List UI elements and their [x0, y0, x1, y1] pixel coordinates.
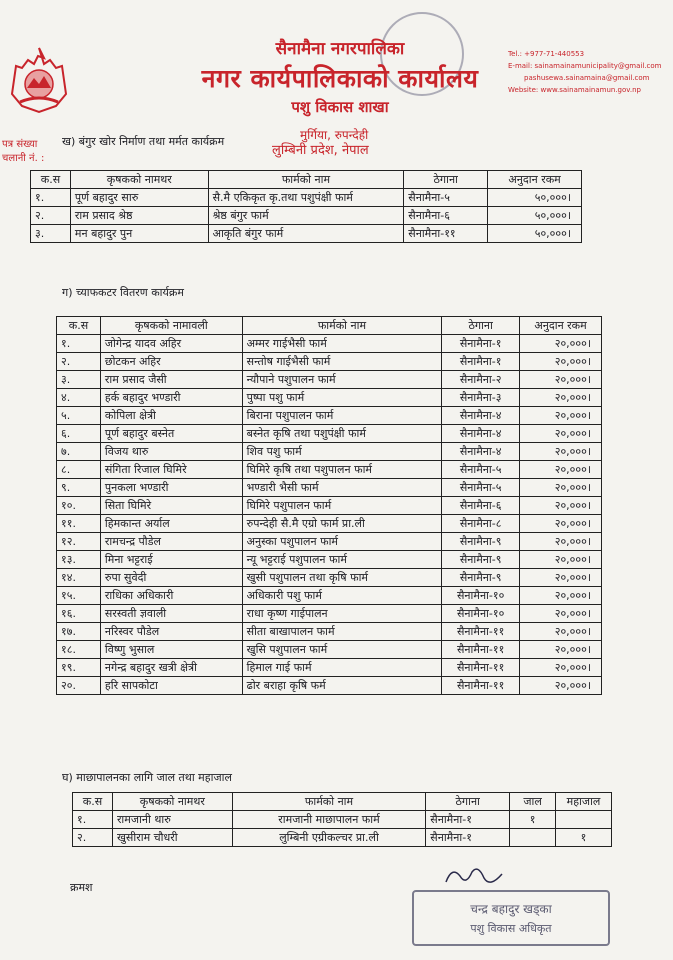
section-b-title: ख) बंगुर खोर निर्माण तथा मर्मत कार्यक्रम [62, 135, 225, 148]
continued-note: क्रमश [70, 881, 93, 894]
contact-email-2: pashusewa.sainamaina@gmail.com [524, 74, 650, 82]
table-cell: खुसीराम चौधरी [112, 829, 232, 847]
table-cell: ६. [57, 425, 101, 443]
table-row [73, 811, 612, 829]
table-cell: १. [73, 811, 113, 829]
section-g-col-header: फार्मको नाम [242, 317, 442, 335]
table-cell: कोपिला क्षेत्री [100, 407, 242, 425]
table-row [57, 641, 602, 659]
handwritten-signature [440, 862, 510, 892]
table-cell: १८. [57, 641, 101, 659]
branch-name: पशु विकास शाखा [291, 98, 389, 116]
table-cell: राम प्रसाद श्रेष्ठ [70, 207, 208, 225]
table-row [57, 677, 602, 695]
table-cell: ९. [57, 479, 101, 497]
table-row [57, 533, 602, 551]
table-cell: राधा कृष्ण गाईपालन [242, 605, 442, 623]
table-cell: सैनामैना-३ [442, 389, 520, 407]
section-g-col-header: ठेगाना [442, 317, 520, 335]
table-cell: १२. [57, 533, 101, 551]
table-cell: ढोर बराहा कृषि फर्म [242, 677, 442, 695]
table-cell: सैनामैना-४ [442, 425, 520, 443]
table-cell [556, 811, 612, 829]
table-cell: ८. [57, 461, 101, 479]
table-cell: पुनकला भण्डारी [100, 479, 242, 497]
table-row [57, 353, 602, 371]
table-cell: सैनामैना-९ [442, 569, 520, 587]
table-cell: ११. [57, 515, 101, 533]
table-cell: मिना भट्टराई [100, 551, 242, 569]
table-row [57, 479, 602, 497]
table-cell: सैनामैना-६ [442, 497, 520, 515]
table-cell: रामजानी माछापालन फार्म [232, 811, 426, 829]
table-cell: सन्तोष गाईभैसी फार्म [242, 353, 442, 371]
table-row [57, 335, 602, 353]
table-cell: सैनामैना-५ [442, 479, 520, 497]
table-cell: रामचन्द्र पौडेल [100, 533, 242, 551]
table-cell: हरि सापकोटा [100, 677, 242, 695]
table-cell: हिमाल गाई फार्म [242, 659, 442, 677]
stamp-officer-title: पशु विकास अधिकृत [470, 922, 552, 935]
table-cell: १५. [57, 587, 101, 605]
table-cell: सैनामैना-१ [442, 353, 520, 371]
table-cell: सैनामैना-११ [442, 659, 520, 677]
section-g-col-header: क.स [57, 317, 101, 335]
table-cell: बिराना पशुपालन फार्म [242, 407, 442, 425]
table-cell: सैनामैना-६ [404, 207, 488, 225]
table-cell: राधिका अधिकारी [100, 587, 242, 605]
table-cell: २०,०००। [520, 533, 602, 551]
office-name: नगर कार्यपालिकाको कार्यालय [201, 64, 479, 93]
table-row [57, 587, 602, 605]
contact-website: Website: www.sainamainamun.gov.np [508, 86, 641, 94]
table-cell: श्रेष्ठ बंगुर फार्म [208, 207, 404, 225]
table-cell: ५. [57, 407, 101, 425]
table-cell: खुसी पशुपालन तथा कृषि फार्म [242, 569, 442, 587]
table-cell: ५०,०००। [488, 225, 582, 243]
table-row [57, 443, 602, 461]
section-gh-title: घ) माछापालनका लागि जाल तथा महाजाल [62, 771, 232, 784]
table-cell: १०. [57, 497, 101, 515]
table-row [57, 569, 602, 587]
table-cell: अधिकारी पशु फार्म [242, 587, 442, 605]
table-cell: सैनामैना-५ [442, 461, 520, 479]
table-row [57, 497, 602, 515]
table-cell: २०,०००। [520, 569, 602, 587]
section-gh-col-header: जाल [510, 793, 556, 811]
table-row [57, 659, 602, 677]
table-cell: सैनामैना-११ [442, 623, 520, 641]
table-cell: २०,०००। [520, 353, 602, 371]
table-cell: १६. [57, 605, 101, 623]
table-row [31, 189, 582, 207]
table-cell: १. [31, 189, 71, 207]
table-cell: रामजानी थारु [112, 811, 232, 829]
table-cell: घिमिरे कृषि तथा पशुपालन फार्म [242, 461, 442, 479]
section-b-col-header: ठेगाना [404, 171, 488, 189]
table-cell: ३. [57, 371, 101, 389]
table-cell: २०,०००। [520, 479, 602, 497]
letterhead [160, 28, 520, 117]
contact-tel: Tel.: +977-71-440553 [508, 50, 585, 58]
section-gh-header-row [73, 793, 612, 811]
table-cell: २. [57, 353, 101, 371]
table-cell: सैनामैना-९ [442, 533, 520, 551]
table-cell: अम्मर गाईभैसी फार्म [242, 335, 442, 353]
section-gh-col-header: क.स [73, 793, 113, 811]
table-cell: १ [510, 811, 556, 829]
section-b-table [30, 170, 582, 243]
municipality-emblem-icon [8, 44, 70, 114]
table-cell: ७. [57, 443, 101, 461]
table-cell: पूर्ण बहादुर सारु [70, 189, 208, 207]
table-cell: सै.मै एकिकृत कृ.तथा पशुपंक्षी फार्म [208, 189, 404, 207]
table-cell: २०,०००। [520, 461, 602, 479]
table-cell: ५०,०००। [488, 207, 582, 225]
table-cell: ३. [31, 225, 71, 243]
section-gh-col-header: महाजाल [556, 793, 612, 811]
table-cell: २०,०००। [520, 335, 602, 353]
table-cell [510, 829, 556, 847]
table-cell: १९. [57, 659, 101, 677]
table-row [57, 389, 602, 407]
table-cell: सैनामैना-१० [442, 605, 520, 623]
table-cell: न्यौपाने पशुपालन फार्म [242, 371, 442, 389]
section-gh-col-header: ठेगाना [426, 793, 510, 811]
table-cell: ४. [57, 389, 101, 407]
table-cell: २०,०००। [520, 443, 602, 461]
table-cell: २०,०००। [520, 641, 602, 659]
table-cell: खुसि पशुपालन फार्म [242, 641, 442, 659]
table-cell: नगेन्द्र बहादुर खत्री क्षेत्री [100, 659, 242, 677]
table-cell: सैनामैना-८ [442, 515, 520, 533]
table-cell: हर्क बहादुर भण्डारी [100, 389, 242, 407]
table-cell: विष्णु भुसाल [100, 641, 242, 659]
table-cell: २०,०००। [520, 677, 602, 695]
table-cell: सैनामैना-५ [404, 189, 488, 207]
table-cell: हिमकान्त अर्याल [100, 515, 242, 533]
section-b-col-header: कृषकको नामथर [70, 171, 208, 189]
section-g-body [57, 335, 602, 695]
section-b-col-header: अनुदान रकम [488, 171, 582, 189]
table-row [57, 551, 602, 569]
table-cell: लुम्बिनी एग्रीकल्चर प्रा.ली [232, 829, 426, 847]
section-g-header-row [57, 317, 602, 335]
table-cell: १ [556, 829, 612, 847]
table-cell: सैनामैना-११ [442, 641, 520, 659]
table-cell: सैनामैना-४ [442, 407, 520, 425]
table-cell: २०,०००। [520, 659, 602, 677]
section-g-title: ग) च्याफकटर वितरण कार्यक्रम [62, 286, 184, 299]
table-cell: बस्नेत कृषि तथा पशुपंक्षी फार्म [242, 425, 442, 443]
table-cell: विजय थारु [100, 443, 242, 461]
section-g-col-header: कृषकको नामावली [100, 317, 242, 335]
table-cell: रुपन्देही सै.मै एग्रो फार्म प्रा.ली [242, 515, 442, 533]
table-cell: २. [31, 207, 71, 225]
section-b-col-header: क.स [31, 171, 71, 189]
table-cell: न्यू भट्टराई पशुपालन फार्म [242, 551, 442, 569]
table-cell: शिव पशु फार्म [242, 443, 442, 461]
table-cell: १७. [57, 623, 101, 641]
table-row [57, 425, 602, 443]
table-cell: सैनामैना-४ [442, 443, 520, 461]
section-b-body [31, 189, 582, 243]
table-cell: सरस्वती ज्ञवाली [100, 605, 242, 623]
table-row [57, 605, 602, 623]
table-cell: २०,०००। [520, 389, 602, 407]
table-cell: सीता बाखापालन फार्म [242, 623, 442, 641]
table-cell: सिता घिमिरे [100, 497, 242, 515]
table-cell: २०. [57, 677, 101, 695]
officer-stamp [412, 890, 610, 946]
table-cell: सैनामैना-१ [426, 829, 510, 847]
table-cell: सैनामैना-९ [442, 551, 520, 569]
address-line-2: लुम्बिनी प्रदेश, नेपाल [272, 143, 369, 158]
reference-block [2, 138, 44, 166]
table-cell: २०,०००। [520, 407, 602, 425]
table-cell: २०,०००। [520, 425, 602, 443]
table-cell: सैनामैना-११ [442, 677, 520, 695]
table-cell: सैनामैना-१० [442, 587, 520, 605]
stamp-officer-name: चन्द्र बहादुर खड्का [470, 902, 552, 916]
table-cell: १. [57, 335, 101, 353]
table-cell: छोटकन अहिर [100, 353, 242, 371]
contact-email: E-mail: sainamainamunicipality@gmail.com [508, 62, 662, 70]
table-row [57, 461, 602, 479]
table-cell: २०,०००। [520, 551, 602, 569]
table-cell: संगिता रिजाल घिमिरे [100, 461, 242, 479]
table-cell: भण्डारी भैसी फार्म [242, 479, 442, 497]
section-gh-body [73, 811, 612, 847]
table-row [31, 225, 582, 243]
address-line-1: मुर्गिया, रुपन्देही [300, 128, 369, 142]
table-cell: ५०,०००। [488, 189, 582, 207]
section-g-table [56, 316, 602, 695]
table-row [57, 515, 602, 533]
table-cell: सैनामैना-१ [442, 335, 520, 353]
section-gh-col-header: कृषकको नामथर [112, 793, 232, 811]
table-cell: मन बहादुर पुन [70, 225, 208, 243]
table-row [57, 623, 602, 641]
section-gh-col-header: फार्मको नाम [232, 793, 426, 811]
table-row [57, 407, 602, 425]
table-row [57, 371, 602, 389]
section-b-header-row [31, 171, 582, 189]
table-cell: २०,०००। [520, 497, 602, 515]
table-row [31, 207, 582, 225]
table-cell: सैनामैना-११ [404, 225, 488, 243]
table-row [73, 829, 612, 847]
table-cell: जोगेन्द्र यादव अहिर [100, 335, 242, 353]
table-cell: रुपा सुवेदी [100, 569, 242, 587]
table-cell: अनुस्का पशुपालन फार्म [242, 533, 442, 551]
ref-patra-label: पत्र संख्या [2, 139, 38, 150]
table-cell: नरिस्वर पौडेल [100, 623, 242, 641]
table-cell: पूर्ण बहादुर बस्नेत [100, 425, 242, 443]
table-cell: २०,०००। [520, 371, 602, 389]
table-cell: सैनामैना-१ [426, 811, 510, 829]
table-cell: पुष्पा पशु फार्म [242, 389, 442, 407]
ref-chalani-label: चलानी नं. : [2, 153, 45, 164]
table-cell: २०,०००। [520, 605, 602, 623]
municipality-name: सैनामैना नगरपालिका [275, 39, 405, 59]
table-cell: राम प्रसाद जैसी [100, 371, 242, 389]
table-cell: २. [73, 829, 113, 847]
table-cell: २०,०००। [520, 587, 602, 605]
table-cell: घिमिरे पशुपालन फार्म [242, 497, 442, 515]
contact-info [508, 48, 661, 96]
letterhead-address [272, 128, 369, 158]
section-gh-table [72, 792, 612, 847]
table-cell: २०,०००। [520, 515, 602, 533]
table-cell: १३. [57, 551, 101, 569]
table-cell: १४. [57, 569, 101, 587]
section-g-col-header: अनुदान रकम [520, 317, 602, 335]
table-cell: सैनामैना-२ [442, 371, 520, 389]
table-cell: २०,०००। [520, 623, 602, 641]
table-cell: आकृति बंगुर फार्म [208, 225, 404, 243]
section-b-col-header: फार्मको नाम [208, 171, 404, 189]
